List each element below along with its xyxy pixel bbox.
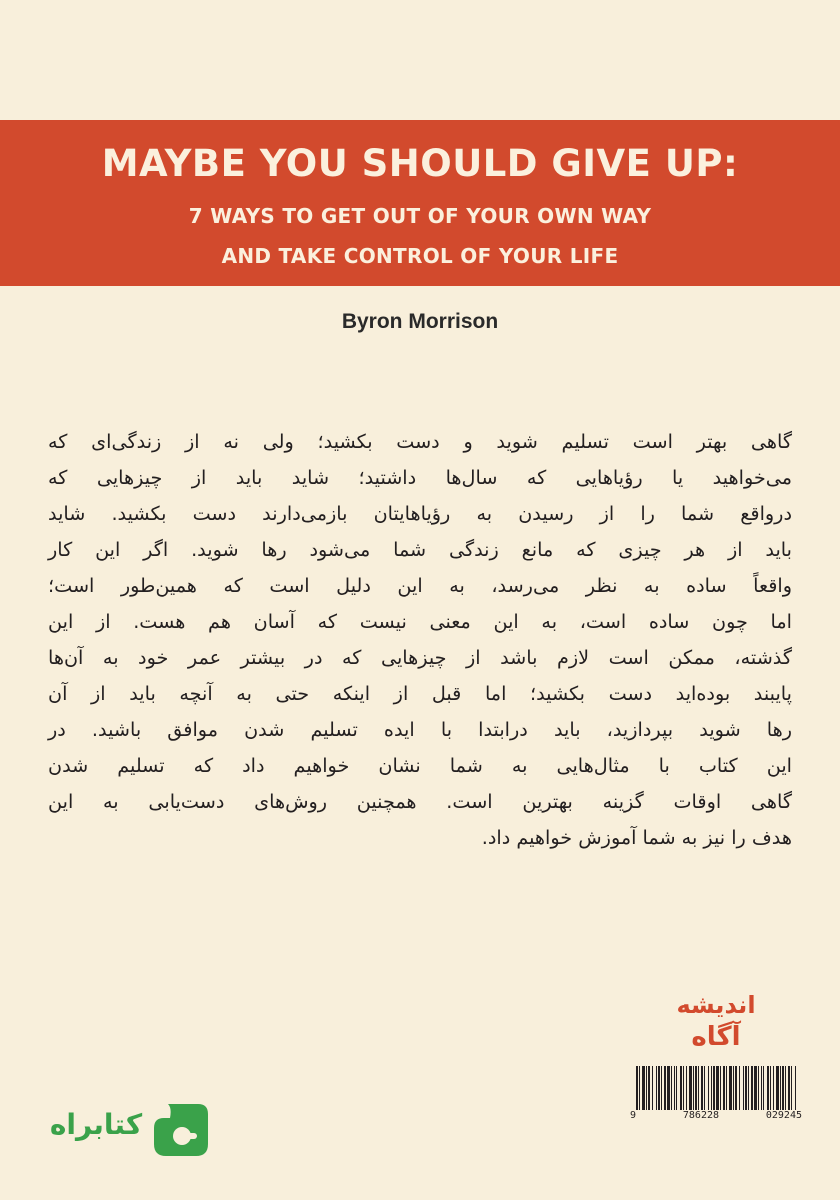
blurb-line: پایبند بوده‌اید دست بکشید؛ اما قبل از اینکه حتی به آنچه باید از آن — [48, 682, 792, 705]
barcode-bar — [745, 1066, 747, 1110]
barcode-bar — [671, 1066, 672, 1110]
barcode-bar — [763, 1066, 764, 1110]
ketabrah-logo-icon — [148, 1098, 214, 1160]
barcode-bar — [773, 1066, 774, 1110]
barcode-bar — [698, 1066, 699, 1110]
blurb-line: اما چون ساده است، به این معنی نیست که آسان هم هست. از این — [48, 610, 792, 633]
barcode-bar — [695, 1066, 697, 1110]
barcode-bar — [646, 1066, 647, 1110]
barcode-bar — [726, 1066, 727, 1110]
barcode-bar — [716, 1066, 719, 1110]
publisher-name-line1: اندیشه — [676, 991, 756, 1019]
barcode-bar — [693, 1066, 694, 1110]
barcode-bar — [770, 1066, 771, 1110]
barcode-bar — [723, 1066, 725, 1110]
barcode-bar — [642, 1066, 645, 1110]
blurb-line: این کتاب با مثال‌هایی به شما نشان خواهیم داد که تسلیم شدن — [48, 754, 792, 777]
barcode-bar — [689, 1066, 692, 1110]
blurb-line: درواقع شما را از رسیدن به رؤیاهایتان بازمی‌دارند دست بکشید. شاید — [48, 502, 792, 525]
barcode-bar — [782, 1066, 784, 1110]
barcode-bar — [664, 1066, 666, 1110]
barcode-bar — [720, 1066, 721, 1110]
barcode-bar — [751, 1066, 753, 1110]
blurb-line: واقعاً ساده به نظر می‌رسد، به این دلیل است که همین‌طور است؛ — [48, 574, 792, 597]
barcode-bar — [658, 1066, 660, 1110]
author-name: Byron Morrison — [341, 310, 499, 333]
isbn-group-3: 029245 — [765, 1110, 802, 1121]
barcode-bar — [683, 1066, 684, 1110]
barcode-bar — [711, 1066, 712, 1110]
blurb-line: گذشته، ممکن است لازم باشد از چیزهایی که در بیشتر عمر خود به آن‌ها — [48, 646, 792, 669]
barcode-bars — [634, 1066, 798, 1110]
blurb-line: می‌خواهید یا رؤیاهایی که سال‌ها داشتید؛ شاید باید از چیزهایی که — [48, 466, 792, 489]
barcode-bar — [729, 1066, 732, 1110]
barcode-bar — [667, 1066, 670, 1110]
barcode-bar — [754, 1066, 757, 1110]
barcode-bar — [733, 1066, 734, 1110]
isbn-number — [630, 1110, 802, 1121]
barcode-bar — [761, 1066, 762, 1110]
barcode-bar — [652, 1066, 653, 1110]
barcode-bar — [713, 1066, 715, 1110]
isbn-group-2: 786228 — [682, 1110, 720, 1121]
book-subtitle-line1: 7 WAYS TO GET OUT OF YOUR OWN WAY — [188, 204, 652, 228]
barcode-bar — [795, 1066, 796, 1110]
book-subtitle-line2: AND TAKE CONTROL OF YOUR LIFE — [221, 244, 619, 268]
barcode-bar — [648, 1066, 650, 1110]
isbn-group-1: 9 — [630, 1110, 637, 1121]
barcode-bar — [704, 1066, 705, 1110]
book-title: MAYBE YOU SHOULD GIVE UP: — [101, 142, 739, 185]
barcode-bar — [791, 1066, 792, 1110]
barcode-bar — [785, 1066, 786, 1110]
barcode-bar — [767, 1066, 769, 1110]
barcode-bar — [748, 1066, 749, 1110]
ketabrah-logo — [42, 1098, 218, 1160]
barcode-bar — [680, 1066, 682, 1110]
blurb-text — [48, 424, 792, 856]
barcode-bar — [661, 1066, 662, 1110]
barcode-bar — [743, 1066, 744, 1110]
barcode-bar — [739, 1066, 740, 1110]
publisher-logo — [636, 990, 796, 1058]
publisher-name-line2: آگاه — [691, 1022, 741, 1052]
ketabrah-logo-text: کتابراه — [49, 1108, 143, 1141]
blurb-line: گاهی بهتر است تسلیم شوید و دست بکشید؛ ولی نه از زندگی‌ای که — [48, 430, 792, 453]
barcode-bar — [676, 1066, 677, 1110]
barcode-bar — [674, 1066, 675, 1110]
blurb-line: باید از هر چیزی که مانع زندگی شما می‌شود رها شوید. اگر این کار — [48, 538, 792, 561]
barcode-bar — [656, 1066, 657, 1110]
barcode-bar — [735, 1066, 737, 1110]
barcode-bar — [788, 1066, 790, 1110]
title-banner — [0, 120, 840, 286]
blurb-line: گاهی اوقات گزینه بهترین است. همچنین روش‌های دست‌یابی به این — [48, 790, 792, 813]
blurb-paragraph — [48, 424, 792, 856]
barcode-bar — [776, 1066, 779, 1110]
barcode-bar — [636, 1066, 638, 1110]
blurb-line: هدف را نیز به شما آموزش خواهیم داد. — [481, 826, 792, 849]
barcode-bar — [701, 1066, 703, 1110]
barcode-bar — [780, 1066, 781, 1110]
barcode-bar — [639, 1066, 640, 1110]
blurb-line: رها شوید بپردازید، باید درابتدا با ایده تسلیم شدن موافق باشید. در — [48, 718, 792, 741]
barcode-bar — [686, 1066, 687, 1110]
barcode-bar — [708, 1066, 709, 1110]
barcode-bar — [758, 1066, 759, 1110]
